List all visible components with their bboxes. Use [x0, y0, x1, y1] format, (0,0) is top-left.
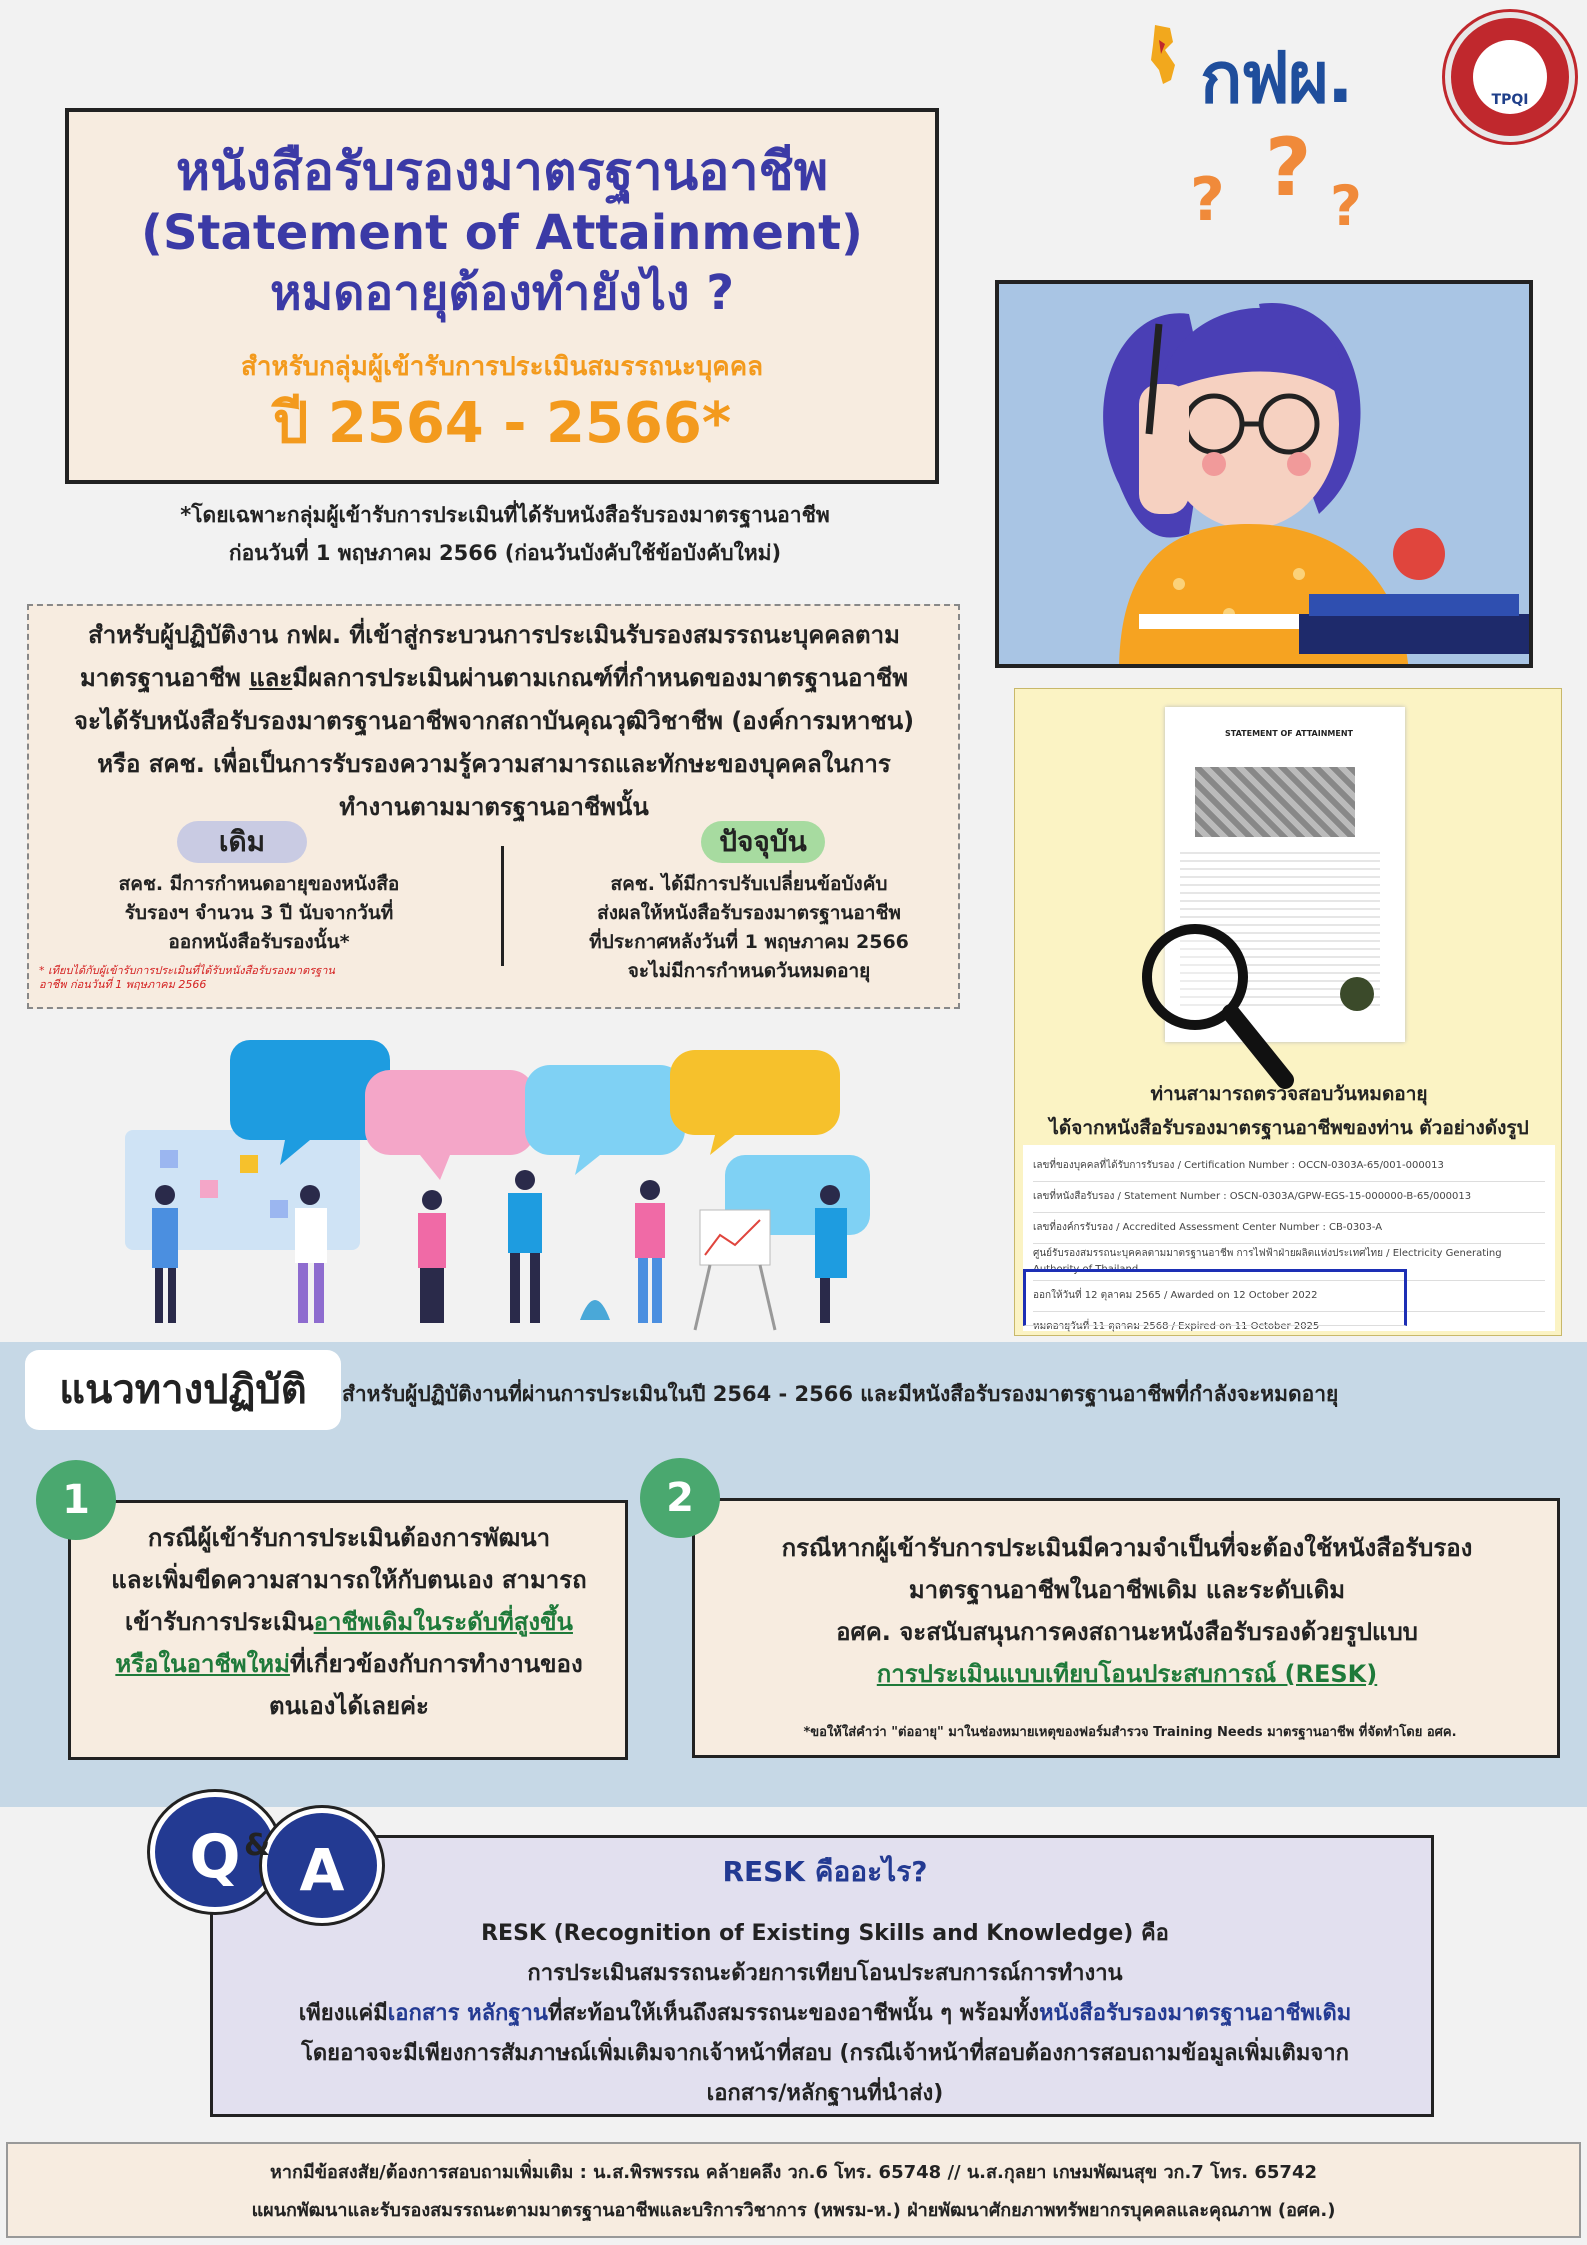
- qa-answer: RESK (Recognition of Existing Skills and Knowledge) คือ การประเมินสมรรถนะด้วยการเทียบโอนประสบการณ์การทำงาน เพียงแค่มีเอกสาร หลักฐานที่สะท้อนให้เห็นถึงสมรรถนะของอาชีพนั้น ๆ พร้อมทั้งหนังสือรับรองมาตรฐานอาชีพเดิม โดยอาจจะมีเพียงการสัมภาษณ์เพิ่มเติมจากเจ้าหน้าที่สอบ (กรณีเจ้าหน้าที่สอบต้องการสอบถามข้อมูลเพิ่มเติมจาก เอกสาร/หลักฐานที่นำส่ง): [298, 1921, 1352, 2106]
- title-box: [65, 108, 939, 484]
- qa-title: RESK คืออะไร?: [722, 1855, 928, 1888]
- resk-link[interactable]: การประเมินแบบเทียบโอนประสบการณ์ (RESK): [876, 1660, 1378, 1688]
- new-policy-text: สคช. ได้มีการปรับเปลี่ยนข้อบังคับ ส่งผลให้หนังสือรับรองมาตรฐานอาชีพ ที่ประกาศหลังวันที่ 1 พฤษภาคม 2566 จะไม่มีการกำหนดวันหมดอายุ: [589, 873, 909, 982]
- certificate-example-panel: [1014, 688, 1562, 1336]
- certificate-caption: ท่านสามารถตรวจสอบวันหมดอายุ ได้จากหนังสือรับรองมาตรฐานอาชีพของท่าน ตัวอย่างดังรูป: [1049, 1083, 1529, 1139]
- page-years: ปี 2564 - 2566*: [272, 391, 732, 456]
- case-2-number-badge: 2: [640, 1458, 720, 1538]
- certificate-detail-crop: เลขที่ของบุคคลที่ได้รับการรับรอง / Certification Number : OCCN-0303A-65/001-000013 เลขที่หนังสือรับรอง / Statement Number : OSCN-0303A/GPW-EGS-15-000000-B-65/000013 เลขที่องค์กรรับรอง / Accredited Assessment Center Number : CB-0303-A ศูนย์รับรองสมรรถนะบุคคลตามมาตรฐานอาชีพ การไฟฟ้าฝ่ายผลิตแห่งประเทศไทย / Electricity Generating Authority of Thailand ออกให้วันที่ 12 ตุลาคม 2565 / Awarded on 12 October 2022 หมดอายุวันที่ 11 ตุลาคม 2568 / Expired on 11 October 2025: [1023, 1145, 1555, 1331]
- a-bubble-icon: A: [262, 1808, 382, 1923]
- guidelines-label: แนวทางปฏิบัติ: [25, 1350, 341, 1430]
- egat-logo-text: กฟผ.: [1200, 37, 1352, 119]
- column-divider: [501, 846, 504, 966]
- tpqi-logo: [1445, 12, 1575, 142]
- case-2-note: *ขอให้ใส่คำว่า "ต่ออายุ" มาในช่องหมายเหตุของฟอร์มสำรวจ Training Needs มาตรฐานอาชีพ ที่จัดทำโดย อศค.: [803, 1725, 1457, 1740]
- old-policy-badge: เดิม: [177, 821, 307, 863]
- people-speech-bubbles-illustration: [120, 1030, 910, 1340]
- info-panel: [27, 604, 960, 1009]
- thinking-woman-illustration: [995, 280, 1533, 668]
- old-policy-footnote: * เทียบได้กับผู้เข้ารับการประเมินที่ได้รับหนังสือรับรองมาตรฐานอาชีพ ก่อนวันที่ 1 พฤษภาคม 2566: [39, 964, 335, 991]
- qa-ampersand: &: [244, 1828, 271, 1863]
- certificate-seal-icon: [1340, 977, 1374, 1011]
- guidelines-subtitle: สำหรับผู้ปฏิบัติงานที่ผ่านการประเมินในปี 2564 - 2566 และมีหนังสือรับรองมาตรฐานอาชีพที่กำลังจะหมดอายุ: [342, 1382, 1339, 1406]
- page-subtitle: สำหรับกลุ่มผู้เข้ารับการประเมินสมรรถนะบุคคล: [240, 352, 764, 382]
- case-1-box: [68, 1500, 628, 1760]
- page-title-english: (Statement of Attainment): [141, 205, 863, 261]
- certificate-header: STATEMENT OF ATTAINMENT: [1225, 729, 1353, 738]
- case-2-box: [692, 1498, 1560, 1758]
- case-1-number-badge: 1: [36, 1460, 116, 1540]
- svg-text:?: ?: [1330, 174, 1362, 235]
- svg-text:?: ?: [1265, 125, 1312, 214]
- q-bubble-icon: Q: [150, 1792, 280, 1912]
- eligibility-note: *โดยเฉพาะกลุ่มผู้เข้ารับการประเมินที่ได้รับหนังสือรับรองมาตรฐานอาชีพ ก่อนวันที่ 1 พฤษภาคม 2566 (ก่อนวันบังคับใช้ข้อบังคับใหม่): [180, 503, 830, 565]
- question-marks-icon: [1180, 125, 1380, 235]
- info-description: สำหรับผู้ปฏิบัติงาน กฟผ. ที่เข้าสู่กระบวนการประเมินรับรองสมรรถนะบุคคลตาม มาตรฐานอาชีพ และมีผลการประเมินผ่านตามเกณฑ์ที่กำหนดของมาตรฐานอาชีพ จะได้รับหนังสือรับรองมาตรฐานอาชีพจากสถาบันคุณวุฒิวิชาชีพ (องค์การมหาชน) หรือ สคช. เพื่อเป็นการรับรองความรู้ความสามารถและทักษะของบุคคลในการ ทำงานตามมาตรฐานอาชีพนั้น: [73, 621, 915, 821]
- tpqi-logo-text: TPQI: [1473, 40, 1547, 114]
- case-2-text: กรณีหากผู้เข้ารับการประเมินมีความจำเป็นที่จะต้องใช้หนังสือรับรอง มาตรฐานอาชีพในอาชีพเดิม และระดับเดิม อศค. จะสนับสนุนการคงสถานะหนังสือรับรองด้วยรูปแบบ การประเมินแบบเทียบโอนประสบการณ์ (RESK): [705, 1527, 1549, 1695]
- page-title: หนังสือรับรองมาตรฐานอาชีพ: [175, 142, 829, 202]
- svg-text:?: ?: [1190, 165, 1225, 235]
- contact-footer: หากมีข้อสงสัย/ต้องการสอบถามเพิ่มเติม : น.ส.พิรพรรณ คล้ายคลึง วก.6 โทร. 65748 // น.ส.กุลยา เกษมพัฒนสุข วก.7 โทร. 65742 แผนกพัฒนาและรับรองสมรรถนะตามมาตรฐานอาชีพและบริการวิชาการ (หพรม-ห.) ฝ่ายพัฒนาศักยภาพทรัพยากรบุคคลและคุณภาพ (อศค.): [6, 2142, 1581, 2238]
- magnifier-icon: [1135, 915, 1295, 1095]
- new-policy-badge: ปัจจุบัน: [701, 821, 825, 863]
- qa-box: [210, 1835, 1434, 2117]
- expiry-highlight-box: [1023, 1269, 1407, 1326]
- page-title-question: หมดอายุต้องทำยังไง ?: [269, 265, 735, 321]
- blurred-name-block: [1195, 767, 1355, 837]
- egat-emblem-icon: [1135, 20, 1195, 90]
- case-1-text: กรณีผู้เข้ารับการประเมินต้องการพัฒนา และเพิ่มขีดความสามารถให้กับตนเอง สามารถ เข้ารับการประเมินอาชีพเดิมในระดับที่สูงขึ้น หรือในอาชีพใหม่ที่เกี่ยวข้องกับการทำงานของ ตนเองได้เลยค่ะ: [111, 1524, 587, 1720]
- old-policy-text: สคช. มีการกำหนดอายุของหนังสือ รับรองฯ จำนวน 3 ปี นับจากวันที่ ออกหนังสือรับรองนั้น*: [118, 873, 400, 953]
